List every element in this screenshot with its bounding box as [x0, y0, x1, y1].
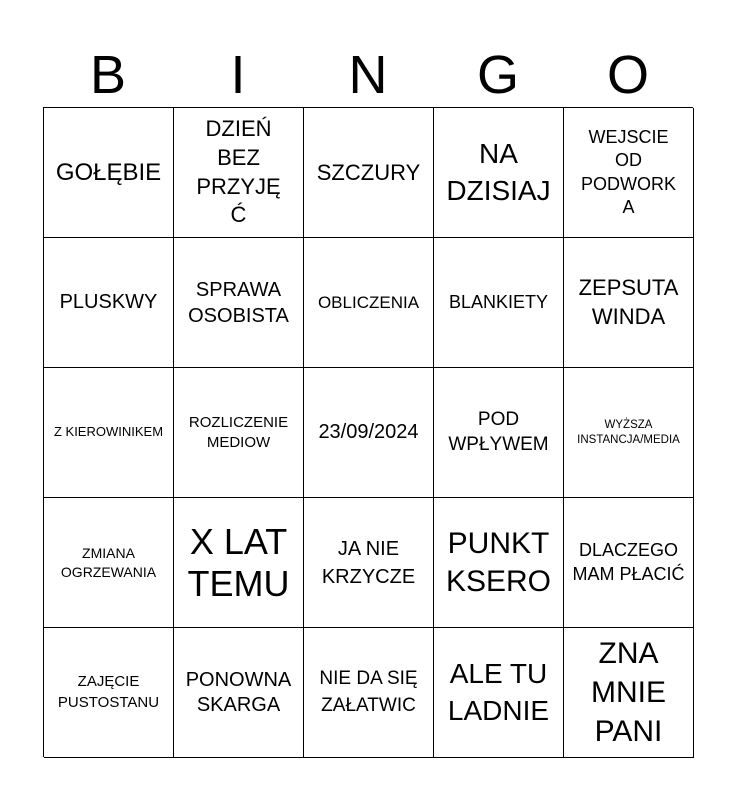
bingo-cell-r1-c2[interactable]	[174, 108, 304, 238]
cell-label: BLANKIETY	[448, 292, 549, 313]
header-letter-n: N	[348, 45, 388, 105]
bingo-cell-r2-c1[interactable]	[44, 238, 174, 368]
cell-label: JA NIE KRZYCZE	[321, 537, 416, 588]
cell-label: ZAJĘCIE PUSTOSTANU	[57, 673, 160, 711]
cell-label: DZIEŃ BEZ PRZYJĘĆ	[196, 116, 281, 228]
bingo-cell-r5-c1[interactable]	[44, 628, 174, 758]
bingo-cell-r5-c2[interactable]	[174, 628, 304, 758]
bingo-cell-r5-c4[interactable]	[434, 628, 564, 758]
bingo-board	[43, 107, 693, 757]
header-letter-b: B	[89, 45, 127, 105]
bingo-cell-r3-c2[interactable]	[174, 368, 304, 498]
bingo-cell-r4-c5[interactable]	[564, 498, 694, 628]
bingo-cell-r1-c5[interactable]	[564, 108, 694, 238]
cell-label: Z KIEROWINIKEM	[53, 424, 164, 440]
bingo-cell-r1-c4[interactable]	[434, 108, 564, 238]
bingo-cell-r4-c4[interactable]	[434, 498, 564, 628]
cell-label: ZNA MNIE PANI	[591, 637, 666, 748]
cell-label: X LAT TEMU	[187, 521, 290, 604]
cell-label: NIE DA SIĘ ZAŁATWIC	[319, 667, 418, 716]
cell-label: NA DZISIAJ	[446, 138, 551, 206]
bingo-cell-r3-c3[interactable]	[304, 368, 434, 498]
bingo-cell-r5-c5[interactable]	[564, 628, 694, 758]
cell-label: ROZLICZENIE MEDIOW	[188, 414, 289, 451]
cell-label: 23/09/2024	[318, 421, 419, 443]
header-letter-g: G	[476, 45, 519, 105]
bingo-cell-r3-c5[interactable]	[564, 368, 694, 498]
cell-label: PUNKT KSERO	[445, 527, 552, 598]
bingo-cell-r4-c2[interactable]	[174, 498, 304, 628]
bingo-cell-r3-c1[interactable]	[44, 368, 174, 498]
cell-label: ZMIANA OGRZEWANIA	[60, 544, 157, 580]
cell-label: SZCZURY	[316, 159, 421, 185]
cell-label: WYŻSZA INSTANCJA/MEDIA	[577, 418, 680, 446]
header-letter-o: O	[606, 45, 649, 105]
bingo-cell-r3-c4[interactable]	[434, 368, 564, 498]
bingo-cell-r2-c4[interactable]	[434, 238, 564, 368]
cell-label: WEJSCIE OD PODWORKA	[580, 127, 676, 217]
cell-label: POD WPŁYWEM	[448, 408, 549, 455]
bingo-cell-r1-c3[interactable]	[304, 108, 434, 238]
bingo-cell-r5-c3[interactable]	[304, 628, 434, 758]
header-letter-i: I	[230, 45, 246, 105]
bingo-cell-r2-c2[interactable]	[174, 238, 304, 368]
cell-label: OBLICZENIA	[317, 292, 420, 312]
cell-label: ZEPSUTA WINDA	[578, 274, 679, 329]
bingo-header	[43, 44, 693, 106]
cell-label: GOŁĘBIE	[55, 158, 162, 186]
cell-label: ALE TU LADNIE	[447, 658, 550, 726]
cell-label: PONOWNA SKARGA	[185, 668, 292, 716]
bingo-cell-r4-c3[interactable]	[304, 498, 434, 628]
bingo-cell-r2-c5[interactable]	[564, 238, 694, 368]
bingo-cell-r1-c1[interactable]	[44, 108, 174, 238]
bingo-cell-r2-c3[interactable]	[304, 238, 434, 368]
cell-label: DLACZEGO MAM PŁACIĆ	[572, 540, 685, 584]
bingo-cell-r4-c1[interactable]	[44, 498, 174, 628]
cell-label: SPRAWA OSOBISTA	[188, 278, 289, 327]
cell-label: PLUSKWY	[59, 291, 158, 313]
